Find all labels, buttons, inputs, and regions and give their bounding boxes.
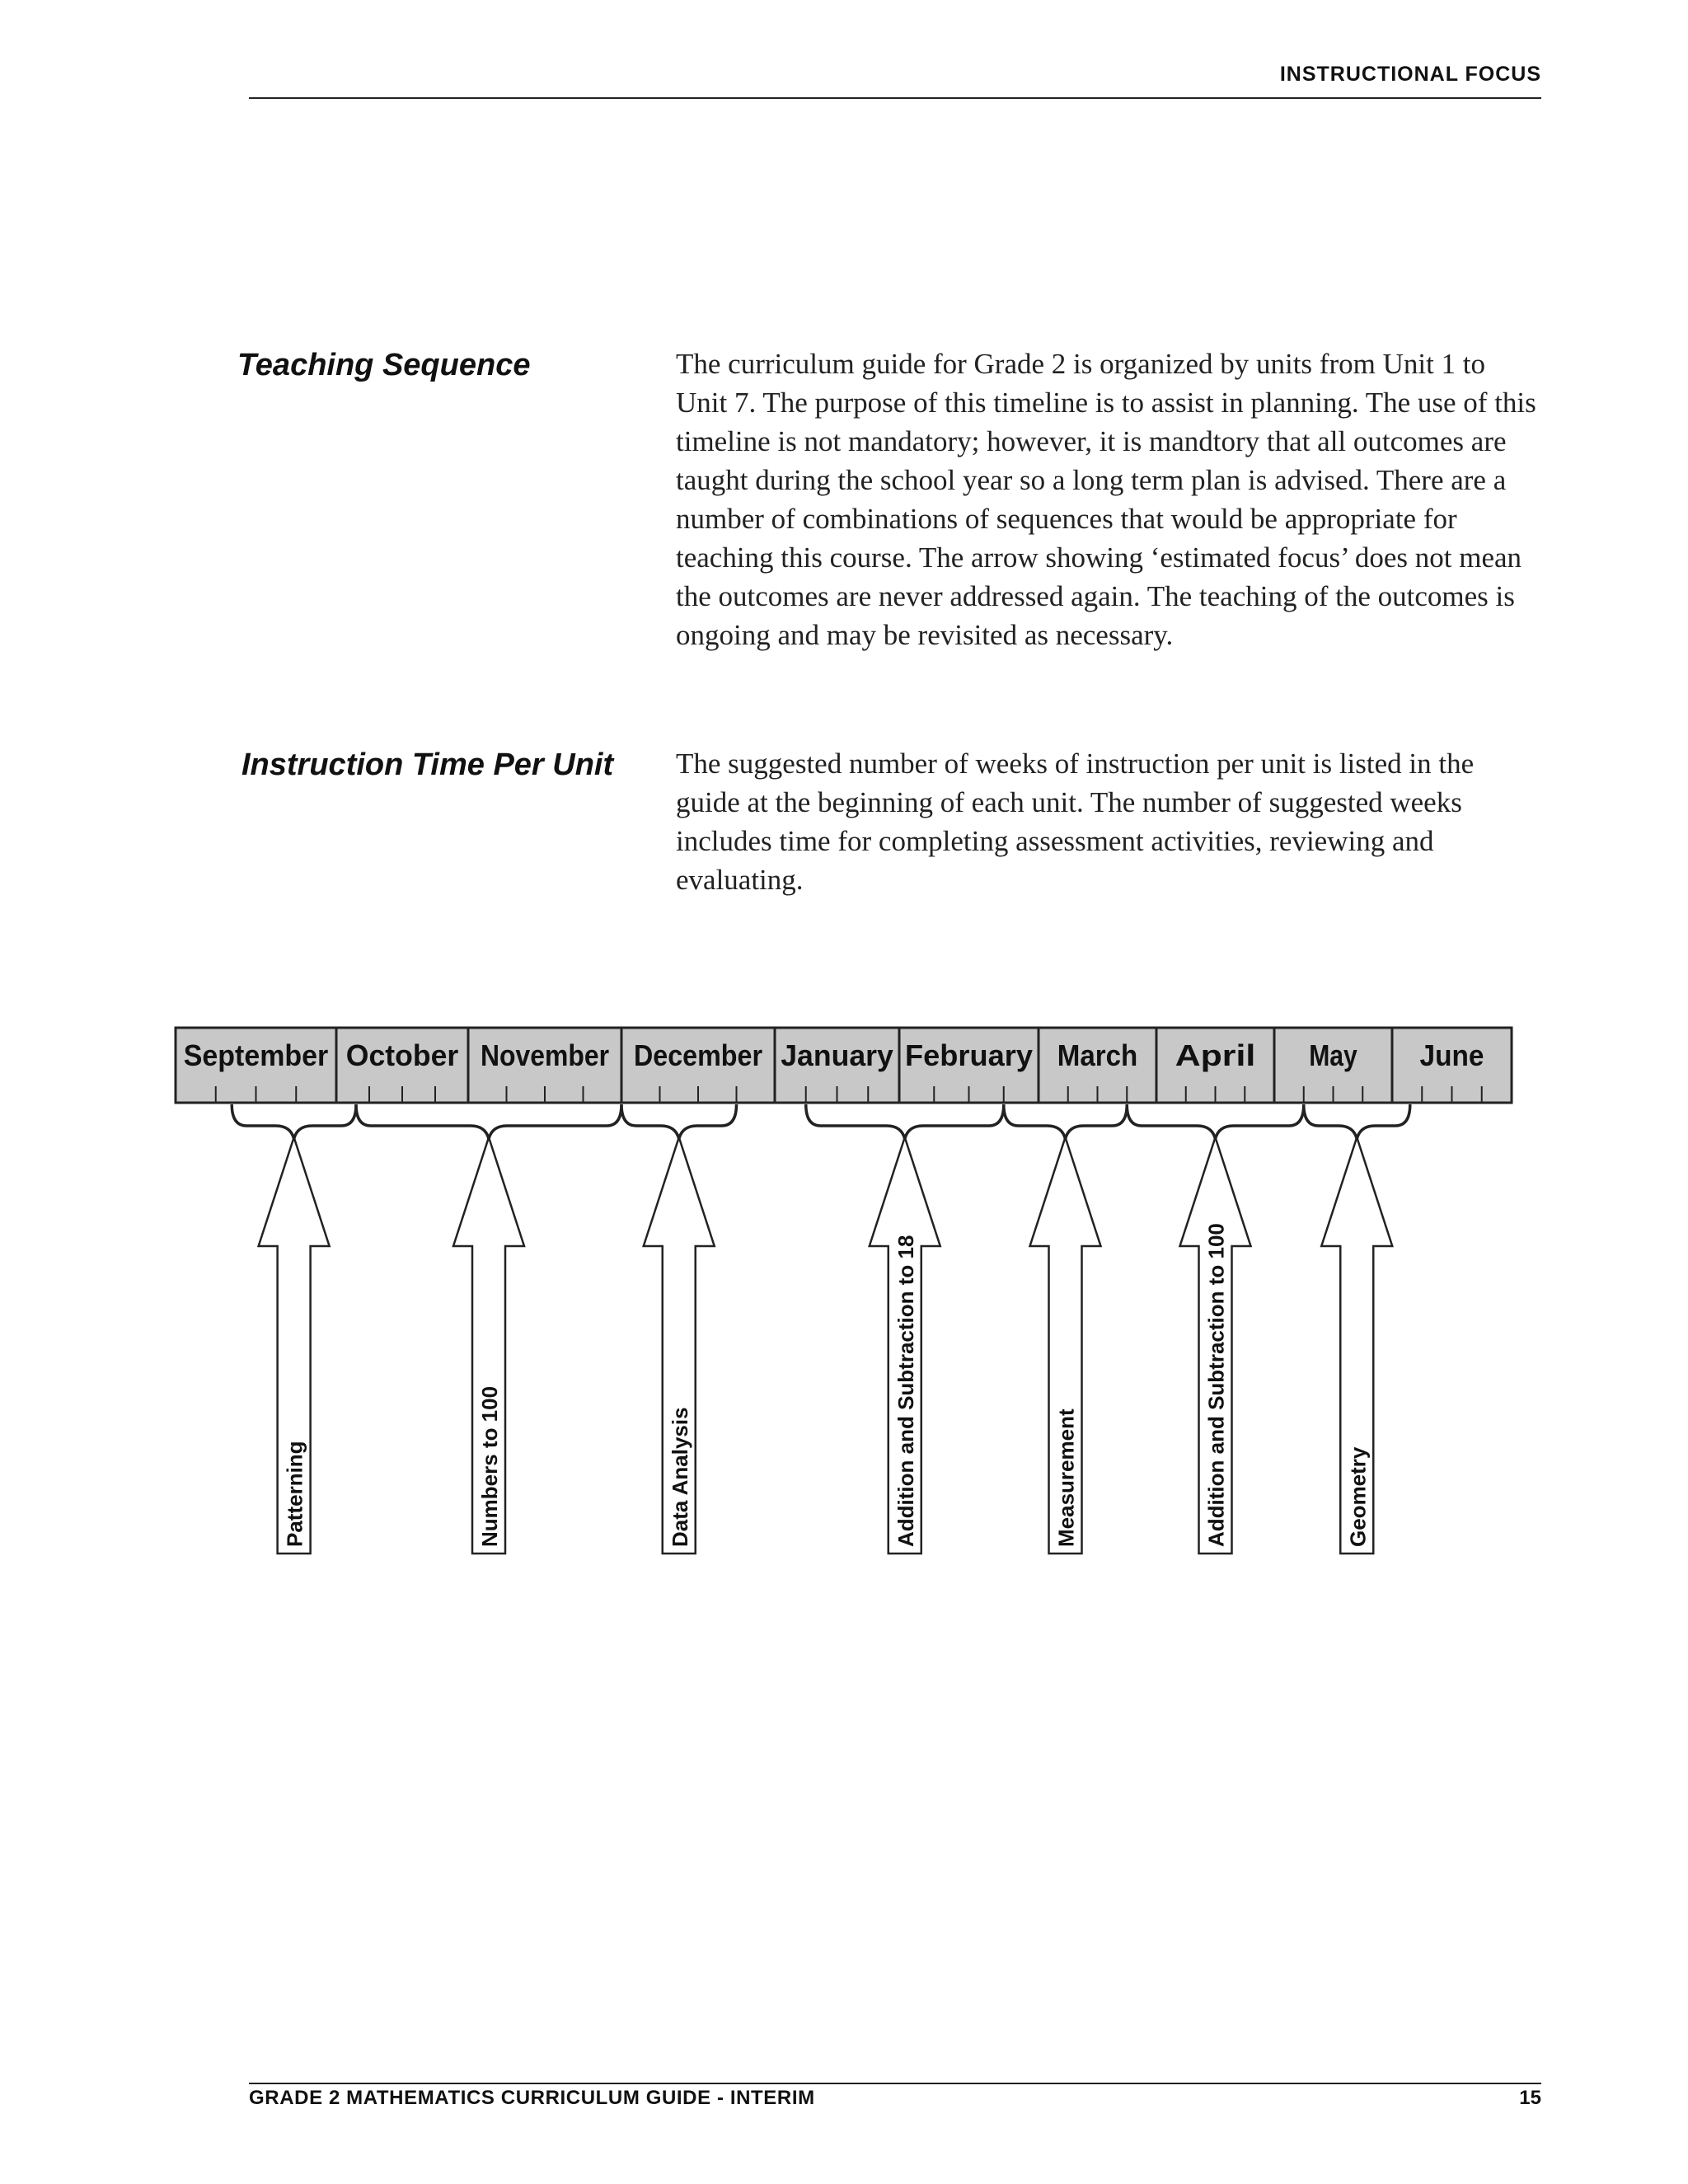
page-number: 15	[1519, 2087, 1541, 2109]
unit-brace	[621, 1104, 737, 1139]
unit-brace	[232, 1104, 356, 1139]
month-label: September	[183, 1038, 329, 1072]
month-label: March	[1057, 1038, 1138, 1072]
unit-brace	[1127, 1104, 1304, 1139]
section-heading-teaching-sequence: Teaching Sequence	[237, 348, 531, 382]
running-head: INSTRUCTIONAL FOCUS	[1279, 63, 1541, 86]
section-body-instruction-time: The suggested number of weeks of instruction per unit is listed in the guide at the beginning of each unit. The number of suggested weeks includes time for completing assessment activities, reviewing and evaluating.	[676, 748, 1475, 896]
unit-label: Geometry	[1345, 1446, 1371, 1547]
unit-brace	[356, 1104, 621, 1139]
unit-label: Data Analysis	[667, 1407, 692, 1547]
unit-label: Numbers to 100	[477, 1385, 502, 1547]
unit-label: Addition and Subtraction to 18	[893, 1235, 918, 1547]
month-label: January	[781, 1038, 893, 1072]
month-label: February	[905, 1038, 1033, 1072]
unit-brace	[806, 1104, 1004, 1139]
month-label: June	[1419, 1038, 1484, 1072]
unit-brace	[1304, 1104, 1410, 1139]
month-label: May	[1309, 1038, 1357, 1072]
unit-label: Measurement	[1053, 1408, 1079, 1547]
month-label: November	[481, 1038, 609, 1072]
footer-title: GRADE 2 MATHEMATICS CURRICULUM GUIDE - INTERIM	[249, 2087, 815, 2109]
month-label: April	[1175, 1038, 1256, 1072]
footer-rule	[249, 2083, 1541, 2084]
section-heading-instruction-time: Instruction Time Per Unit	[241, 748, 614, 782]
unit-brace	[1004, 1104, 1128, 1139]
month-label: October	[345, 1038, 459, 1072]
unit-label: Patterning	[282, 1441, 307, 1547]
unit-label: Addition and Subtraction to 100	[1203, 1223, 1229, 1547]
section-body-teaching-sequence: The curriculum guide for Grade 2 is organized by units from Unit 1 to Unit 7. The purpose of this timeline is to assist in planning. The use of this timeline is not mandatory; however, it is mandtory that all outcomes are taught during the school year so a long term plan is advised. There are a number of combinations of sequences that would be appropriate for teaching this course. The arrow showing ‘estimated focus’ does not mean the outcomes are never addressed again. The teaching of the outcomes is ongoing and may be revisited as necessary.	[676, 348, 1536, 651]
month-label: December	[634, 1038, 762, 1072]
